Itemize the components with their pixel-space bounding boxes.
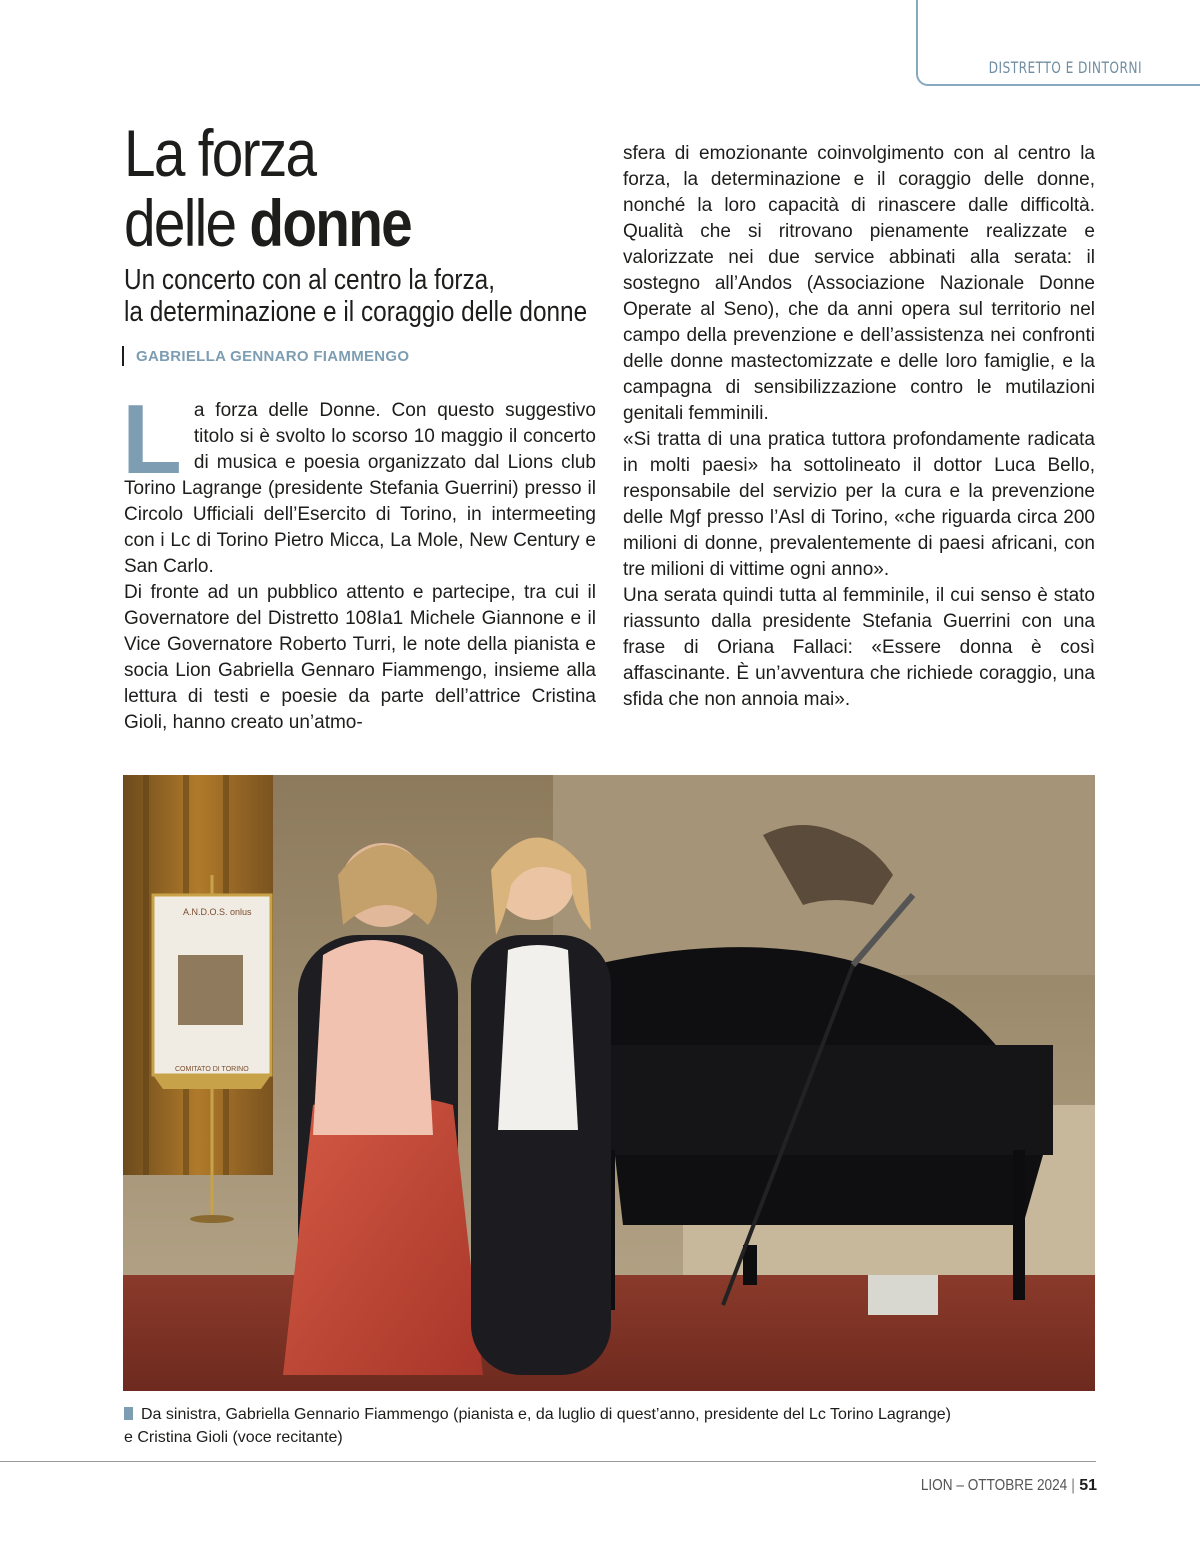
title-bold-word: donne — [249, 186, 412, 260]
paragraph-services: sfera di emozionante coinvolgimento con al centro la forza, la determinazione e il coraggio delle donne, nonché la loro capacità di rinascere dalle difficoltà. Qualità che si ritrovano pienamente realizzate e valorizzate nei due service abbinati alla serata: il sostegno all’Andos (Associazione Nazionale Donne Operate al Seno), che da anni opera sul territorio nel campo della prevenzione e dell’assistenza nei confronti delle donne mastectomizzate e delle loro famiglie, e la campagna di sensibilizzazione contro le mutilazioni genitali femminili. — [623, 143, 1095, 424]
article-column-left — [122, 384, 596, 736]
page-number: 51 — [1079, 1477, 1097, 1494]
caption-line-1: Da sinistra, Gabriella Gennario Fiammengo (pianista e, da luglio di quest’anno, presidente del Lc Torino Lagrange) — [141, 1406, 951, 1423]
event-photo — [123, 775, 1095, 1391]
footer-rule — [0, 1461, 1096, 1462]
drop-cap: L — [122, 384, 182, 494]
caption-marker — [124, 1407, 133, 1420]
article-subtitle — [124, 264, 588, 328]
page-footer — [880, 1477, 1097, 1495]
banner-text-2: COMITATO DI TORINO — [175, 1066, 249, 1073]
article-title — [124, 118, 411, 258]
paragraph-audience: Di fronte ad un pubblico attento e partecipe, tra cui il Governatore del Distretto 108Ia1 Michele Giannone e il Vice Governatore Roberto Turri, le note della pianista e socia Lion Gabriella Gennaro Fiammengo, insieme alla lettura di testi e poesie da parte dell’attrice Cristina Gioli, hanno creato un’atmo- — [124, 582, 596, 733]
paragraph-closing: Una serata quindi tutta al femminile, il cui senso è stato riassunto dalla presidente Stefania Guerrini con una frase di Oriana Fallaci: «Essere donna è così affascinante. È un’avventura che richiede coraggio, una sfida che non annoia mai». — [623, 585, 1095, 710]
paragraph-quote-doctor: «Si tratta di una pratica tuttora profondamente radicata in molti paesi» ha sottolineato il dottor Luca Bello, responsabile del servizio per la cura e la prevenzione delle Mgf presso l’Asl di Torino, «che riguarda circa 200 milioni di donne, prevalentemente di paesi africani, con tre milioni di vittime ogni anno». — [623, 429, 1095, 580]
article-column-right — [623, 141, 1095, 713]
caption-line-2: e Cristina Gioli (voce recitante) — [124, 1429, 343, 1446]
photo-caption — [124, 1403, 1064, 1449]
footer-separator: | — [1071, 1477, 1076, 1494]
paragraph-intro: a forza delle Donne. Con questo suggestivo titolo si è svolto lo scorso 10 maggio il concerto di musica e poesia organizzato dal Lions club Torino Lagrange (presidente Stefania Guerrini) presso il Circolo Ufficiali dell’Esercito di Torino, in intermeeting con i Lc di Torino Pietro Micca, La Mole, New Century e San Carlo. — [124, 400, 596, 577]
subtitle-line-1: Un concerto con al centro la forza, — [124, 264, 496, 296]
title-line-1: La forza — [124, 116, 316, 190]
banner-text-1: A.N.D.O.S. onlus — [183, 907, 252, 917]
title-line-2: delle — [124, 186, 250, 260]
magazine-issue: LION – OTTOBRE 2024 — [920, 1477, 1068, 1494]
section-label: DISTRETTO E DINTORNI — [988, 58, 1142, 77]
author-byline: GABRIELLA GENNARO FIAMMENGO — [122, 346, 409, 366]
subtitle-line-2: la determinazione e il coraggio delle donne — [124, 296, 588, 328]
